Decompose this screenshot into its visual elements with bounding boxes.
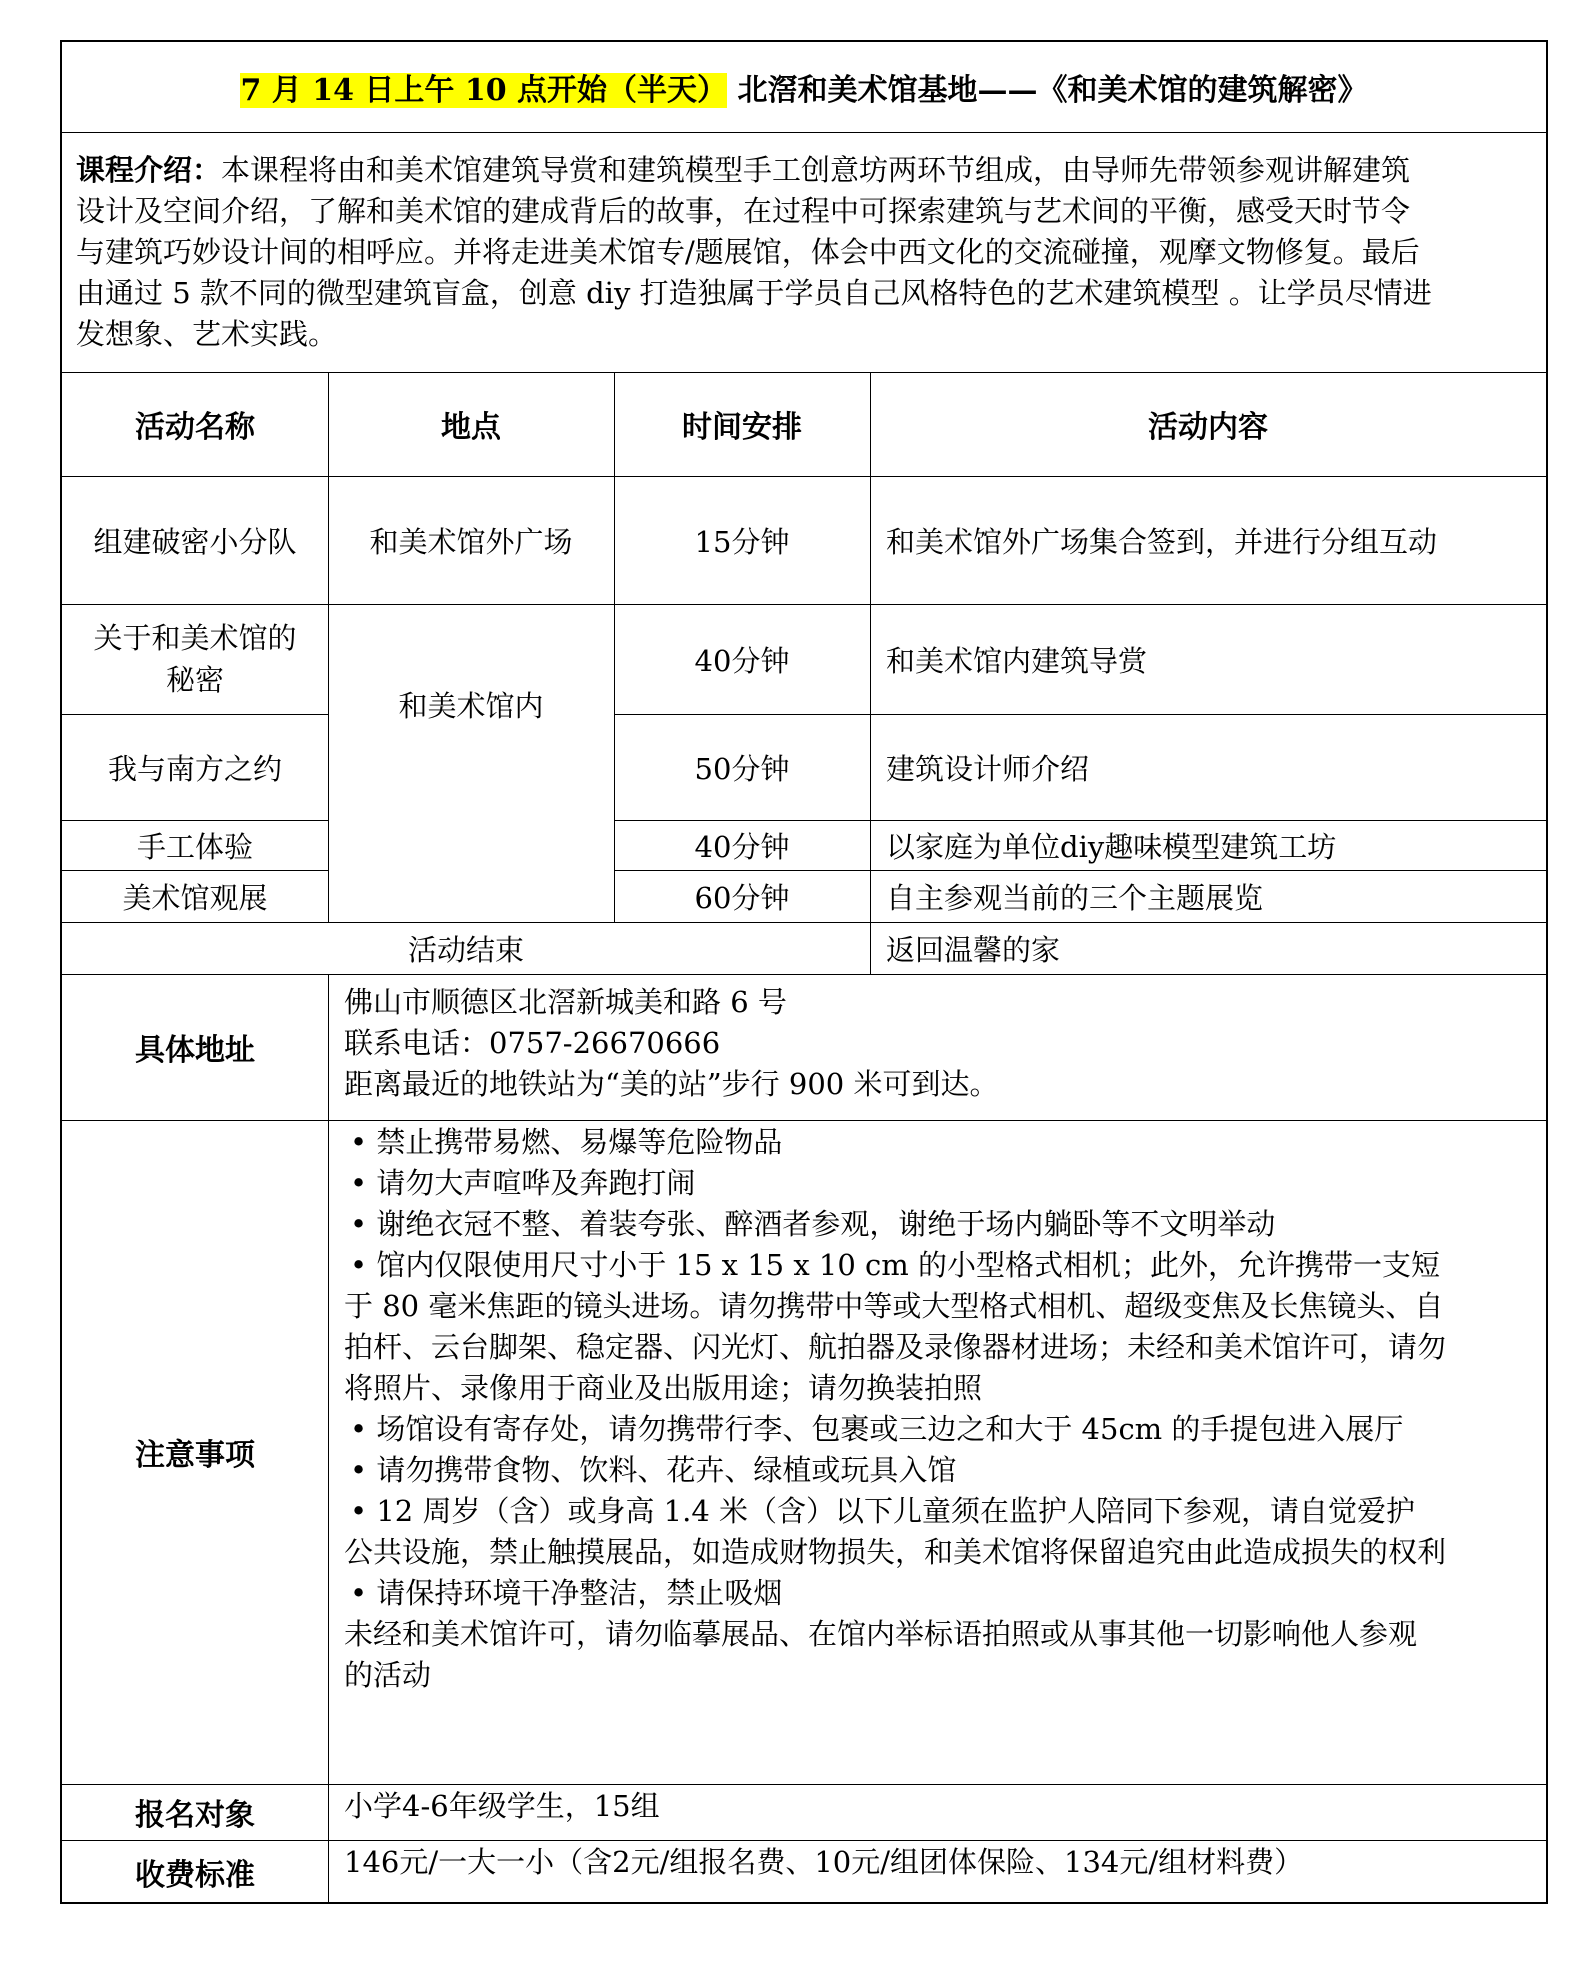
activity-name: 我与南方之约 (107, 751, 282, 786)
schedule-document (60, 40, 1548, 1904)
address-block (344, 982, 1534, 1105)
note-line: • 馆内仅限使用尺寸小于 15 x 15 x 10 cm 的小型格式相机；此外，允许携带一支短 (350, 1248, 1441, 1282)
activity-time: 40分钟 (694, 829, 790, 864)
notes-block (344, 1122, 1540, 1696)
activity-time: 60分钟 (694, 880, 790, 915)
title-date-highlight: 7 月 14 日上午 10 点开始（半天） (240, 73, 728, 108)
note-line: 的活动 (344, 1658, 432, 1692)
activity-end-label: 活动结束 (407, 932, 524, 967)
target-label: 报名对象 (135, 1798, 255, 1833)
note-line: • 谢绝衣冠不整、着装夸张、醉酒者参观，谢绝于场内躺卧等不文明举动 (350, 1207, 1276, 1241)
activity-name: 关于和美术馆的秘密 (93, 621, 297, 697)
activity-name: 手工体验 (136, 829, 253, 864)
header-place: 地点 (441, 410, 501, 445)
title-row (62, 42, 1546, 132)
note-line: • 请勿携带食物、饮料、花卉、绿植或玩具入馆 (350, 1453, 957, 1487)
activity-time: 40分钟 (694, 643, 790, 678)
activity-place-merged: 和美术馆内 (398, 688, 544, 723)
intro-line: 设计及空间介绍，了解和美术馆的建成背后的故事，在过程中可探索建筑与艺术间的平衡，感受天时节令 (76, 194, 1411, 228)
address-label: 具体地址 (135, 1033, 255, 1068)
activity-content: 自主参观当前的三个主题展览 (886, 880, 1264, 915)
activity-content: 和美术馆内建筑导赏 (886, 643, 1148, 678)
intro-line: 本课程将由和美术馆建筑导赏和建筑模型手工创意坊两环节组成，由导师先带领参观讲解建筑 (221, 153, 1411, 187)
contact-phone: 联系电话：0757-26670666 (344, 1026, 721, 1060)
note-line: • 12 周岁（含）或身高 1.4 米（含）以下儿童须在监护人陪同下参观，请自觉爱护 (350, 1494, 1416, 1528)
fee-value: 146元/一大一小（含2元/组报名费、10元/组团体保险、134元/组材料费） (344, 1845, 1304, 1879)
intro-line: 发想象、艺术实践。 (76, 317, 338, 351)
header-time: 时间安排 (682, 410, 802, 445)
address-line: 佛山市顺德区北滘新城美和路 6 号 (344, 985, 787, 1019)
activity-content: 和美术馆外广场集合签到，并进行分组互动 (886, 524, 1438, 559)
metro-info: 距离最近的地铁站为“美的站”步行 900 米可到达。 (344, 1067, 999, 1101)
note-line: • 请保持环境干净整洁，禁止吸烟 (350, 1576, 783, 1610)
activity-name: 美术馆观展 (122, 880, 268, 915)
note-line: 拍杆、云台脚架、稳定器、闪光灯、航拍器及录像器材进场；未经和美术馆许可，请勿 (344, 1330, 1447, 1364)
activity-name: 组建破密小分队 (93, 524, 297, 559)
header-activity-name: 活动名称 (135, 410, 255, 445)
fee-label: 收费标准 (135, 1858, 255, 1893)
activity-content: 以家庭为单位diy趣味模型建筑工坊 (886, 829, 1337, 864)
intro-line: 由通过 5 款不同的微型建筑盲盒，创意 diy 打造独属于学员自己风格特色的艺术建筑模型 。让学员尽情进 (76, 276, 1432, 310)
course-intro (76, 150, 1538, 355)
note-line: 将照片、录像用于商业及出版用途；请勿换装拍照 (344, 1371, 983, 1405)
intro-line: 与建筑巧妙设计间的相呼应。并将走进美术馆专/题展馆，体会中西文化的交流碰撞，观摩文物修复。最后 (76, 235, 1420, 269)
note-line: 公共设施，禁止触摸展品，如造成财物损失，和美术馆将保留追究由此造成损失的权利 (344, 1535, 1447, 1569)
note-line: • 禁止携带易燃、易爆等危险物品 (350, 1125, 783, 1159)
intro-label: 课程介绍： (76, 153, 222, 187)
activity-time: 15分钟 (694, 524, 790, 559)
note-line: 于 80 毫米焦距的镜头进场。请勿携带中等或大型格式相机、超级变焦及长焦镜头、自 (344, 1289, 1444, 1323)
header-content: 活动内容 (1148, 410, 1268, 445)
note-line: • 请勿大声喧哗及奔跑打闹 (350, 1166, 696, 1200)
note-line: 未经和美术馆许可，请勿临摹展品、在馆内举标语拍照或从事其他一切影响他人参观 (344, 1617, 1418, 1651)
notes-label: 注意事项 (135, 1438, 255, 1473)
target-value: 小学4-6年级学生，15组 (344, 1789, 660, 1823)
page-title: 北滘和美术馆基地——《和美术馆的建筑解密》 (727, 73, 1368, 108)
activity-content: 建筑设计师介绍 (886, 751, 1090, 786)
note-line: • 场馆设有寄存处，请勿携带行李、包裹或三边之和大于 45cm 的手提包进入展厅 (350, 1412, 1404, 1446)
activity-time: 50分钟 (694, 751, 790, 786)
activity-place: 和美术馆外广场 (369, 524, 573, 559)
activity-end-content: 返回温馨的家 (886, 932, 1061, 967)
